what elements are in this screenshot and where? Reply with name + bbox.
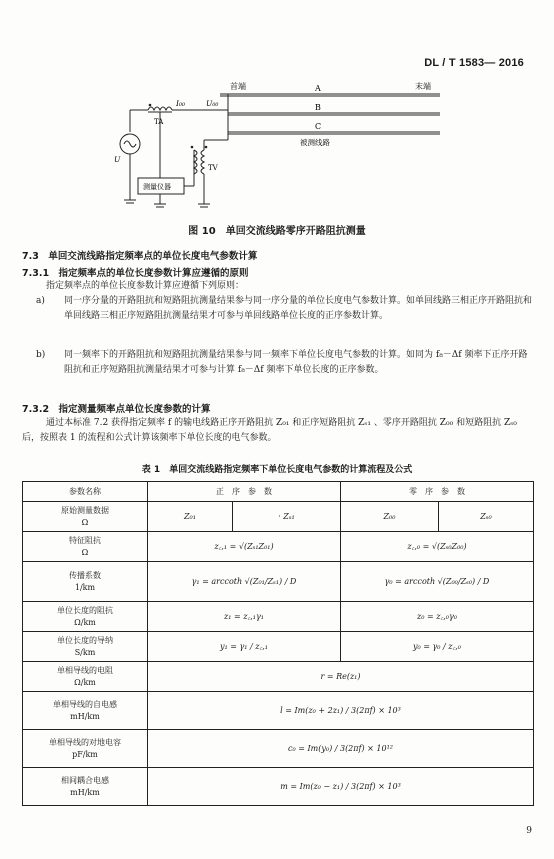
table-row (23, 692, 534, 730)
tested-line-label: 被测线路 (300, 138, 330, 147)
tv-label: TV (208, 164, 218, 172)
section-7-3-1-title: 7.3.1 指定频率点的单位长度参数计算应遵循的原则 (22, 268, 249, 279)
row-name: 单相导线的电阻 (57, 665, 113, 675)
table-row (23, 632, 534, 662)
page-number: 9 (526, 826, 532, 836)
row-name: 单相导线的自电感 (53, 699, 117, 709)
row-name: 单位长度的阻抗 (57, 605, 113, 615)
row-name: 原始测量数据 (61, 505, 109, 515)
row-name: 单相导线的对地电容 (49, 737, 121, 747)
table-row (23, 730, 534, 768)
section-7-3-2-text: 通过本标准 7.2 获得指定频率 f 的输电线路正序开路阻抗 Z₀₁ 和正序短路阻抗 Zₛ₁ 、零序开路阻抗 Z₀₀ 和短路阻抗 Zₛ₀ 后，按照表 1 的流程和公式计算该频率下单位长度的电气参数。 (22, 418, 517, 443)
start-label: 首端 (230, 82, 246, 91)
ta-label: TA (154, 118, 164, 126)
cell-positive-formula: γ₁ = arccoth √(Z₀₁/Zₛ₁) / D (148, 562, 341, 602)
row-unit: Ω (81, 517, 89, 527)
row-name: 单位长度的导纳 (57, 635, 113, 645)
item-a-marker: a) (36, 296, 45, 306)
end-label: 末端 (415, 82, 431, 91)
figure-caption: 图 10 单回交流线路零序开路阻抗测量 (188, 226, 366, 237)
col-zero-header: 零 序 参 数 (340, 482, 533, 502)
table-row (23, 562, 534, 602)
cell-formula: c₀ = Im(y₀) / 3(2πf) × 10¹² (148, 730, 534, 768)
cell-zero-formula: z꜀,₀ = √(Zₛ₀Z₀₀) (340, 532, 533, 562)
cell-zs1: · Zₛ₁ (232, 502, 340, 532)
row-name: 传播系数 (69, 570, 101, 580)
row-unit: S/km (74, 647, 96, 657)
cell-zs0: Zₛ₀ (438, 502, 533, 532)
section-7-3-title: 7.3 单回交流线路指定频率点的单位长度电气参数计算 (22, 251, 258, 262)
section-7-3-1-intro: 指定频率点的单位长度参数计算应遵循下列原则： (46, 281, 245, 291)
table-caption: 表 1 单回交流线路指定频率下单位长度电气参数的计算流程及公式 (141, 465, 413, 475)
table-row (23, 532, 534, 562)
cell-formula: m = Im(z₀ − z₁) / 3(2πf) × 10³ (148, 768, 534, 806)
cell-z00: Z₀₀ (340, 502, 438, 532)
row-unit: Ω/km (74, 617, 96, 627)
table-row (23, 502, 534, 532)
item-a-text: 同一序分量的开路阻抗和短路阻抗测量结果参与同一序分量的单位长度电气参数计算。如单回线路三相正序开路阻抗和单回线路三相正序短路阻抗测量结果才可参与单回线路单位长度的正序参数计算。 (64, 296, 533, 321)
table-row (23, 602, 534, 632)
row-name: 特征阻抗 (69, 535, 101, 545)
row-unit: mH/km (70, 711, 100, 721)
cell-positive-formula: y₁ = γ₁ / z꜀,₁ (148, 632, 341, 662)
cell-positive-formula: z₁ = z꜀,₁γ₁ (148, 602, 341, 632)
instrument-label: 测量仪器 (143, 183, 171, 191)
cell-zero-formula: γ₀ = arccoth √(Z₀₀/Zₛ₀) / D (340, 562, 533, 602)
cell-positive-formula: z꜀,₁ = √(Zₛ₁Z₀₁) (148, 532, 341, 562)
col-positive-header: 正 序 参 数 (148, 482, 341, 502)
cell-z01: Z₀₁ (148, 502, 233, 532)
section-7-3-2-title: 7.3.2 指定测量频率点单位长度参数的计算 (22, 404, 211, 415)
row-unit: Ω (81, 547, 89, 557)
phase-b-label: B (315, 103, 321, 112)
item-b-marker: b) (36, 350, 46, 360)
col-param-header: 参数名称 (23, 482, 148, 502)
row-unit: mH/km (70, 787, 100, 797)
phase-a-label: A (315, 84, 321, 93)
row-name: 相间耦合电感 (61, 775, 109, 785)
voltage-label: U₀₀ (206, 99, 219, 108)
parameter-table (22, 481, 534, 806)
cell-zero-formula: y₀ = γ₀ / z꜀,₀ (340, 632, 533, 662)
row-unit: Ω/km (74, 677, 96, 687)
item-b-text: 同一频率下的开路阻抗和短路阻抗测量结果参与同一频率下单位长度电气参数的计算。如同为 f₈－Δf 频率下正序开路阻抗和正序短路阻抗测量结果才可参与计算 f₈－Δf 频率下单位长度的正序参数。 (64, 350, 528, 375)
table-row (23, 768, 534, 806)
table-row (23, 662, 534, 692)
phase-c-label: C (315, 122, 322, 131)
cell-zero-formula: z₀ = z꜀,₀γ₀ (340, 602, 533, 632)
current-label: I₀₀ (176, 99, 185, 108)
cell-formula: l = Im(z₀ + 2z₁) / 3(2πf) × 10³ (148, 692, 534, 730)
row-unit: pF/km (72, 749, 98, 759)
standard-number: DL / T 1583— 2016 (424, 57, 524, 69)
source-voltage-label: U (114, 155, 121, 164)
cell-formula: r = Re(z₁) (148, 662, 534, 692)
row-unit: 1/km (74, 582, 96, 592)
circuit-diagram (110, 80, 450, 215)
